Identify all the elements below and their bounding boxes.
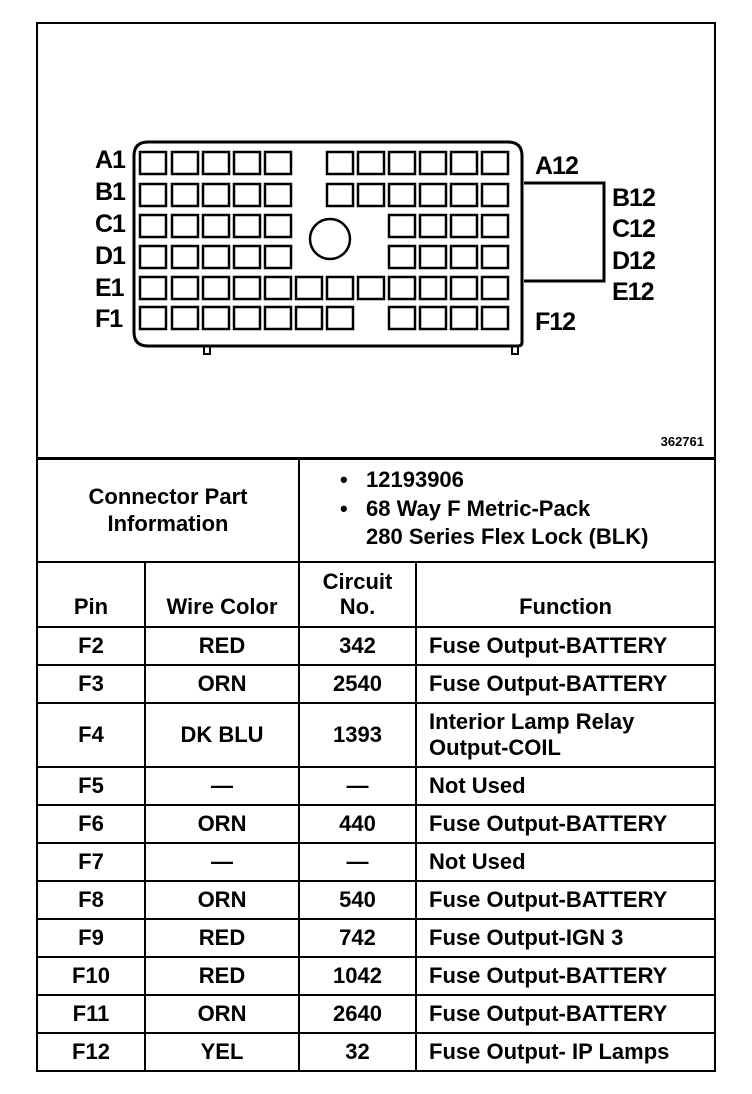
pin-cell: F8 bbox=[38, 881, 145, 919]
bullet-icon: • bbox=[340, 467, 348, 492]
pin-cavity bbox=[234, 215, 260, 237]
table-header-row bbox=[38, 562, 714, 627]
pin-cell: F9 bbox=[38, 919, 145, 957]
pin-cavities bbox=[140, 152, 508, 329]
pin-cavity bbox=[327, 277, 353, 299]
function-cell: Fuse Output-BATTERY bbox=[416, 627, 714, 665]
pin-cavity bbox=[420, 215, 446, 237]
pin-cavity bbox=[482, 184, 508, 206]
pin-cavity bbox=[389, 215, 415, 237]
wire-color-cell: DK BLU bbox=[145, 703, 299, 767]
pin-cavity bbox=[234, 152, 260, 174]
row-label-f1: F1 bbox=[95, 305, 123, 333]
pin-cavity bbox=[203, 184, 229, 206]
pin-cavity bbox=[265, 307, 291, 329]
pin-cavity bbox=[482, 215, 508, 237]
pin-cavity bbox=[203, 246, 229, 268]
pin-cell: F2 bbox=[38, 627, 145, 665]
pin-cavity bbox=[296, 307, 322, 329]
pin-cavity bbox=[140, 277, 166, 299]
pin-cell: F5 bbox=[38, 767, 145, 805]
part-info-heading bbox=[38, 459, 299, 562]
table-row bbox=[38, 627, 714, 665]
row-bracket bbox=[524, 183, 604, 281]
pin-cavity bbox=[172, 307, 198, 329]
pin-cavity bbox=[140, 152, 166, 174]
part-number: 12193906 bbox=[366, 467, 464, 492]
circuit-cell: 1042 bbox=[299, 957, 416, 995]
pin-cell: F3 bbox=[38, 665, 145, 703]
connector-diagram bbox=[38, 24, 714, 457]
pin-cavity bbox=[482, 307, 508, 329]
part-info-heading-line2: Information bbox=[107, 511, 229, 537]
circuit-cell: — bbox=[299, 843, 416, 881]
pin-cavity bbox=[265, 184, 291, 206]
function-cell: Fuse Output- IP Lamps bbox=[416, 1033, 714, 1071]
pin-cavity bbox=[234, 246, 260, 268]
header-circuit-line2: No. bbox=[339, 594, 376, 620]
table-row bbox=[38, 767, 714, 805]
function-cell: Fuse Output-BATTERY bbox=[416, 805, 714, 843]
table-row bbox=[38, 957, 714, 995]
header-circuit bbox=[299, 562, 416, 627]
pin-cavity bbox=[234, 277, 260, 299]
pin-cavity bbox=[420, 184, 446, 206]
pin-cavity bbox=[451, 246, 477, 268]
row-label-d12: D12 bbox=[612, 247, 655, 275]
pin-cavity bbox=[140, 215, 166, 237]
circuit-cell: 742 bbox=[299, 919, 416, 957]
pin-cavity bbox=[389, 246, 415, 268]
pin-cavity bbox=[451, 152, 477, 174]
circuit-cell: 1393 bbox=[299, 703, 416, 767]
table-row bbox=[38, 919, 714, 957]
row-label-d1: D1 bbox=[95, 242, 125, 270]
pin-cavity bbox=[389, 277, 415, 299]
pin-cavity bbox=[140, 246, 166, 268]
function-line1: Interior Lamp Relay bbox=[429, 708, 635, 734]
header-function: Function bbox=[416, 562, 714, 627]
table-row bbox=[38, 843, 714, 881]
part-description-line1: 68 Way F Metric-Pack bbox=[366, 495, 591, 521]
row-label-b12: B12 bbox=[612, 184, 655, 212]
function-cell bbox=[416, 703, 714, 767]
row-label-e12: E12 bbox=[612, 278, 654, 306]
part-info-row bbox=[38, 459, 714, 562]
pin-cavity bbox=[482, 152, 508, 174]
function-cell: Fuse Output-IGN 3 bbox=[416, 919, 714, 957]
wire-color-cell: — bbox=[145, 843, 299, 881]
header-circuit-line1: Circuit bbox=[322, 568, 393, 594]
circuit-cell: 2640 bbox=[299, 995, 416, 1033]
part-info-details bbox=[299, 459, 714, 562]
row-label-c1: C1 bbox=[95, 210, 125, 238]
pin-cell: F4 bbox=[38, 703, 145, 767]
function-cell: Fuse Output-BATTERY bbox=[416, 995, 714, 1033]
pin-cavity bbox=[451, 277, 477, 299]
table-row bbox=[38, 881, 714, 919]
circuit-cell: 440 bbox=[299, 805, 416, 843]
wire-color-cell: YEL bbox=[145, 1033, 299, 1071]
pin-cavity bbox=[327, 307, 353, 329]
pin-cavity bbox=[482, 277, 508, 299]
circuit-cell: 342 bbox=[299, 627, 416, 665]
pin-cavity bbox=[203, 215, 229, 237]
pin-cavity bbox=[265, 215, 291, 237]
table-row bbox=[38, 1033, 714, 1071]
pin-cell: F7 bbox=[38, 843, 145, 881]
wire-color-cell: RED bbox=[145, 627, 299, 665]
circuit-cell: 2540 bbox=[299, 665, 416, 703]
header-pin: Pin bbox=[38, 562, 145, 627]
pin-cell: F12 bbox=[38, 1033, 145, 1071]
function-cell: Not Used bbox=[416, 767, 714, 805]
pin-cavity bbox=[451, 184, 477, 206]
pin-cell: F6 bbox=[38, 805, 145, 843]
circuit-cell: 540 bbox=[299, 881, 416, 919]
row-label-e1: E1 bbox=[95, 274, 124, 302]
row-label-a1: A1 bbox=[95, 146, 125, 174]
wire-color-cell: — bbox=[145, 767, 299, 805]
pin-cavity bbox=[389, 307, 415, 329]
pin-cavity bbox=[358, 184, 384, 206]
wire-color-cell: ORN bbox=[145, 805, 299, 843]
pin-cavity bbox=[203, 307, 229, 329]
row-label-b1: B1 bbox=[95, 178, 125, 206]
pinout-table bbox=[38, 457, 714, 1071]
pin-cavity bbox=[140, 307, 166, 329]
pin-cavity bbox=[172, 246, 198, 268]
table-row bbox=[38, 703, 714, 767]
pin-cavity bbox=[451, 307, 477, 329]
wire-color-cell: RED bbox=[145, 957, 299, 995]
pin-cavity bbox=[234, 307, 260, 329]
pin-cavity bbox=[172, 215, 198, 237]
pin-cavity bbox=[327, 152, 353, 174]
pin-cavity bbox=[234, 184, 260, 206]
pin-cavity bbox=[451, 215, 477, 237]
pin-cavity bbox=[327, 184, 353, 206]
row-label-f12: F12 bbox=[535, 308, 576, 336]
wire-color-cell: ORN bbox=[145, 665, 299, 703]
part-info-heading-line1: Connector Part bbox=[88, 483, 248, 509]
circuit-cell: — bbox=[299, 767, 416, 805]
pin-cavity bbox=[420, 246, 446, 268]
function-line2: Output-COIL bbox=[429, 734, 561, 760]
pin-cavity bbox=[420, 307, 446, 329]
pin-cavity bbox=[265, 152, 291, 174]
header-wire-color: Wire Color bbox=[145, 562, 299, 627]
pin-cavity bbox=[420, 277, 446, 299]
pin-cavity bbox=[265, 246, 291, 268]
pin-cavity bbox=[358, 277, 384, 299]
pin-cavity bbox=[172, 184, 198, 206]
table-row bbox=[38, 665, 714, 703]
pin-cavity bbox=[389, 184, 415, 206]
row-label-a12: A12 bbox=[535, 152, 578, 180]
bullet-icon: • bbox=[340, 495, 348, 521]
function-cell: Fuse Output-BATTERY bbox=[416, 881, 714, 919]
pin-cavity bbox=[265, 277, 291, 299]
function-cell: Fuse Output-BATTERY bbox=[416, 957, 714, 995]
pin-cavity bbox=[420, 152, 446, 174]
pin-cell: F10 bbox=[38, 957, 145, 995]
pin-cavity bbox=[140, 184, 166, 206]
page-frame bbox=[36, 22, 716, 1072]
function-cell: Not Used bbox=[416, 843, 714, 881]
pin-cavity bbox=[203, 277, 229, 299]
pin-cell: F11 bbox=[38, 995, 145, 1033]
wire-color-cell: ORN bbox=[145, 995, 299, 1033]
table-row bbox=[38, 995, 714, 1033]
pin-cavity bbox=[482, 246, 508, 268]
pin-cavity bbox=[389, 152, 415, 174]
wire-color-cell: ORN bbox=[145, 881, 299, 919]
wire-color-cell: RED bbox=[145, 919, 299, 957]
pin-cavity bbox=[172, 152, 198, 174]
pin-cavity bbox=[358, 152, 384, 174]
part-description-line2: 280 Series Flex Lock (BLK) bbox=[366, 524, 649, 550]
pin-cavity bbox=[172, 277, 198, 299]
row-label-c12: C12 bbox=[612, 215, 655, 243]
table-row bbox=[38, 805, 714, 843]
pin-cavity bbox=[296, 277, 322, 299]
function-cell: Fuse Output-BATTERY bbox=[416, 665, 714, 703]
pin-cavity bbox=[203, 152, 229, 174]
center-key-circle bbox=[310, 219, 350, 259]
figure-number: 362761 bbox=[660, 434, 704, 449]
circuit-cell: 32 bbox=[299, 1033, 416, 1071]
